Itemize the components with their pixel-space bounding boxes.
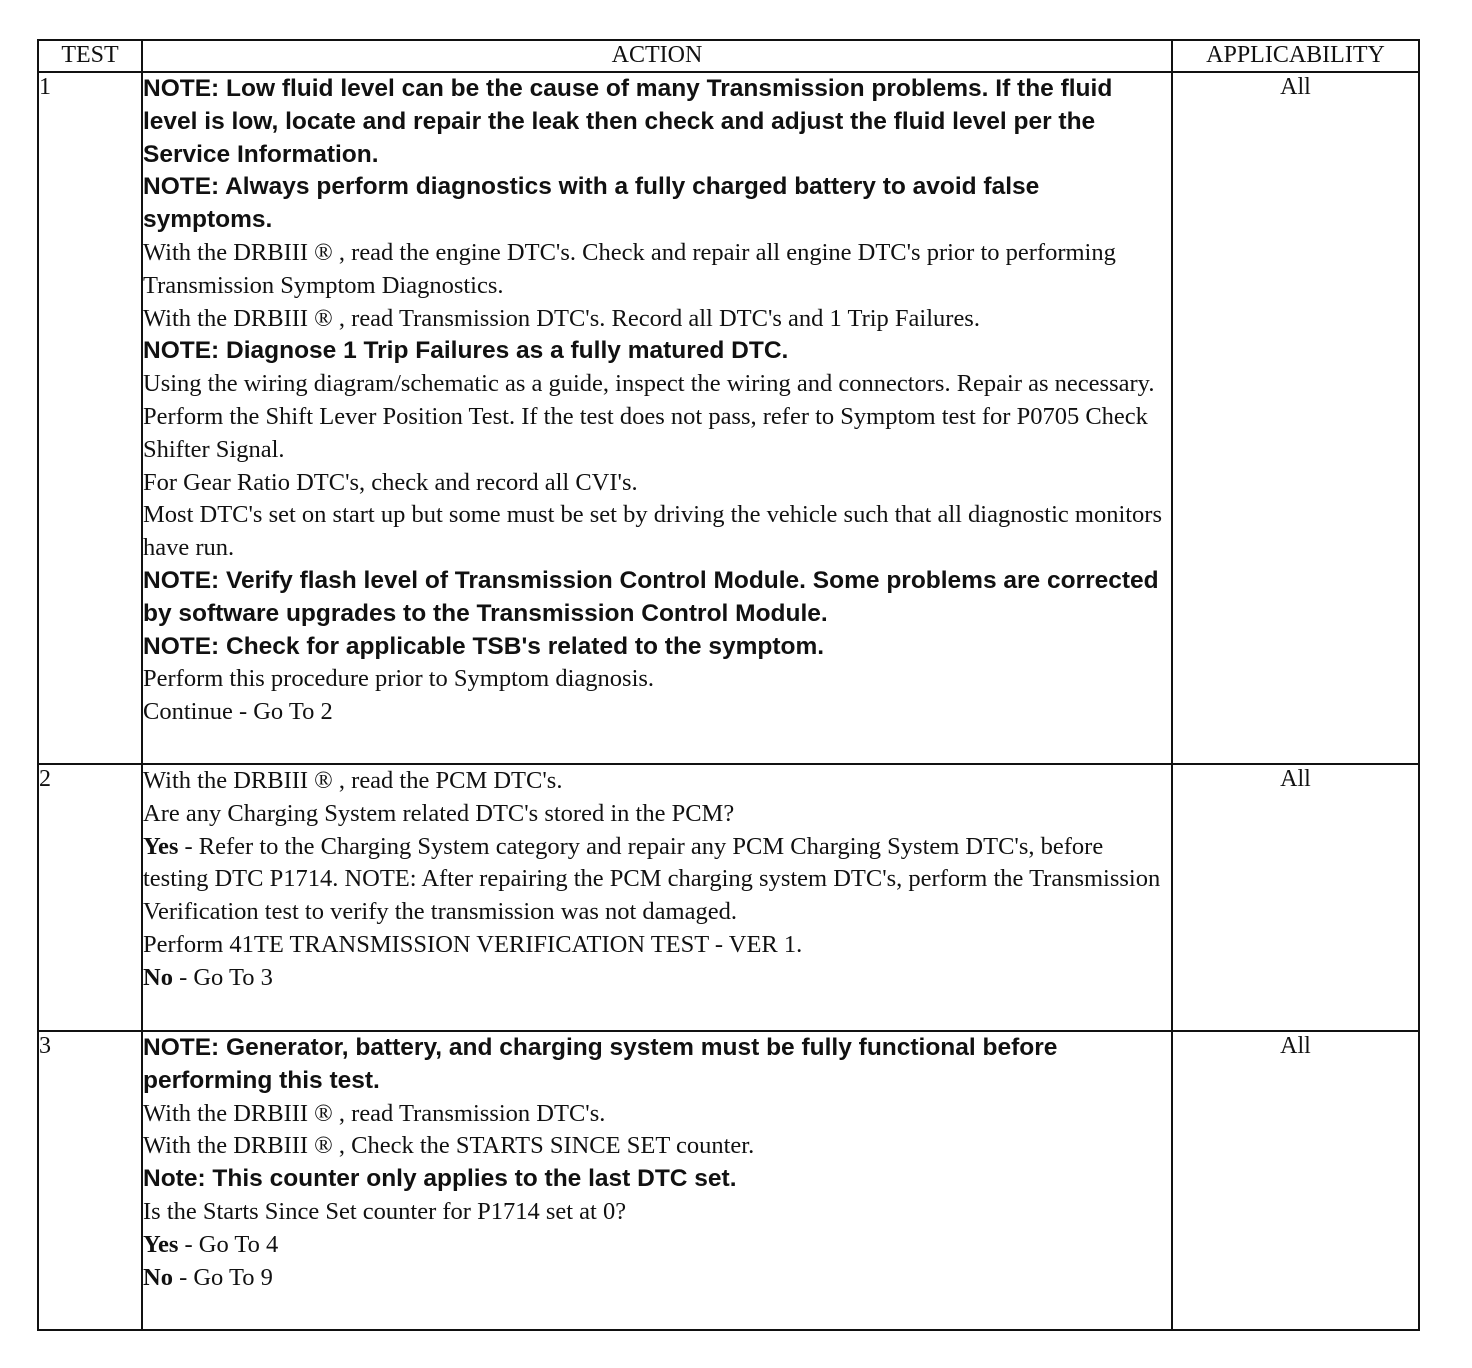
action-text: With the DRBIII ® , read Transmission DTC's. Record all DTC's and 1 Trip Failures. xyxy=(143,304,980,332)
action-text: With the DRBIII ® , read the engine DTC's. Check and repair all engine DTC's prior to performing Transmission Symptom Diagnostics. xyxy=(143,238,1116,299)
test-number: 2 xyxy=(38,764,142,1031)
table-row xyxy=(38,72,1419,764)
action-cell xyxy=(142,764,1172,1031)
header-applicability: APPLICABILITY xyxy=(1172,40,1419,72)
test-number: 1 xyxy=(38,72,142,764)
header-row xyxy=(38,40,1419,72)
action-text: Most DTC's set on start up but some must be set by driving the vehicle such that all diagnostic monitors have run. xyxy=(143,501,1162,562)
action-text: Perform the Shift Lever Position Test. If the test does not pass, refer to Symptom test for P0705 Check Shifter Signal. xyxy=(143,402,1148,463)
answer-text: - Refer to the Charging System category and repair any PCM Charging System DTC's, before testing DTC P1714. NOTE: After repairing the PCM charging system DTC's, perform the Transmission Verification test to verify the transmission was not damaged. xyxy=(143,832,1161,926)
answer-label: Yes xyxy=(143,1230,179,1258)
action-text: Using the wiring diagram/schematic as a guide, inspect the wiring and connectors. Repair as necessary. xyxy=(143,370,1155,398)
answer-text: - Go To 4 xyxy=(178,1230,279,1258)
action-text: Perform this procedure prior to Symptom diagnosis. xyxy=(143,665,655,693)
answer-label: No xyxy=(143,1263,173,1291)
applicability-value: All xyxy=(1172,72,1419,764)
applicability-value: All xyxy=(1172,764,1419,1031)
action-text: Is the Starts Since Set counter for P1714 set at 0? xyxy=(143,1197,627,1225)
note-text: Note: This counter only applies to the last DTC set. xyxy=(143,1165,737,1193)
answer-label: Yes xyxy=(143,832,179,860)
header-test: TEST xyxy=(38,40,142,72)
action-text xyxy=(143,1229,1171,1262)
note-text: NOTE: Verify flash level of Transmission Control Module. Some problems are corrected by software upgrades to the Transmission Control Module. xyxy=(143,566,1159,627)
note-text: NOTE: Diagnose 1 Trip Failures as a fully matured DTC. xyxy=(143,337,789,365)
applicability-value: All xyxy=(1172,1031,1419,1330)
answer-text: - Go To 9 xyxy=(172,1263,273,1291)
action-text: With the DRBIII ® , read Transmission DTC's. xyxy=(143,1099,606,1127)
note-text: NOTE: Generator, battery, and charging system must be fully functional before performing this test. xyxy=(143,1034,1058,1094)
action-text: With the DRBIII ® , Check the STARTS SINCE SET counter. xyxy=(143,1132,755,1160)
action-text: Continue - Go To 2 xyxy=(143,698,333,726)
test-number: 3 xyxy=(38,1031,142,1330)
table-row xyxy=(38,764,1419,1031)
action-text xyxy=(143,962,1171,995)
header-action: ACTION xyxy=(142,40,1172,72)
action-text: Perform 41TE TRANSMISSION VERIFICATION TEST - VER 1. xyxy=(143,930,803,958)
action-cell xyxy=(142,72,1172,764)
note-text: NOTE: Low fluid level can be the cause of many Transmission problems. If the fluid level is low, locate and repair the leak then check and adjust the fluid level per the Service Information. xyxy=(143,75,1113,168)
answer-text: - Go To 3 xyxy=(172,963,273,991)
note-text: NOTE: Check for applicable TSB's related to the symptom. xyxy=(143,632,825,660)
table-row xyxy=(38,1031,1419,1330)
diagnostic-table xyxy=(37,39,1420,1331)
action-text xyxy=(143,1262,1171,1295)
note-text: NOTE: Always perform diagnostics with a fully charged battery to avoid false symptoms. xyxy=(143,173,1040,234)
action-cell xyxy=(142,1031,1172,1330)
action-text: Are any Charging System related DTC's stored in the PCM? xyxy=(143,799,735,827)
action-text xyxy=(143,831,1171,929)
action-text: With the DRBIII ® , read the PCM DTC's. xyxy=(143,767,563,794)
action-text: For Gear Ratio DTC's, check and record all CVI's. xyxy=(143,468,638,496)
answer-label: No xyxy=(143,963,173,991)
